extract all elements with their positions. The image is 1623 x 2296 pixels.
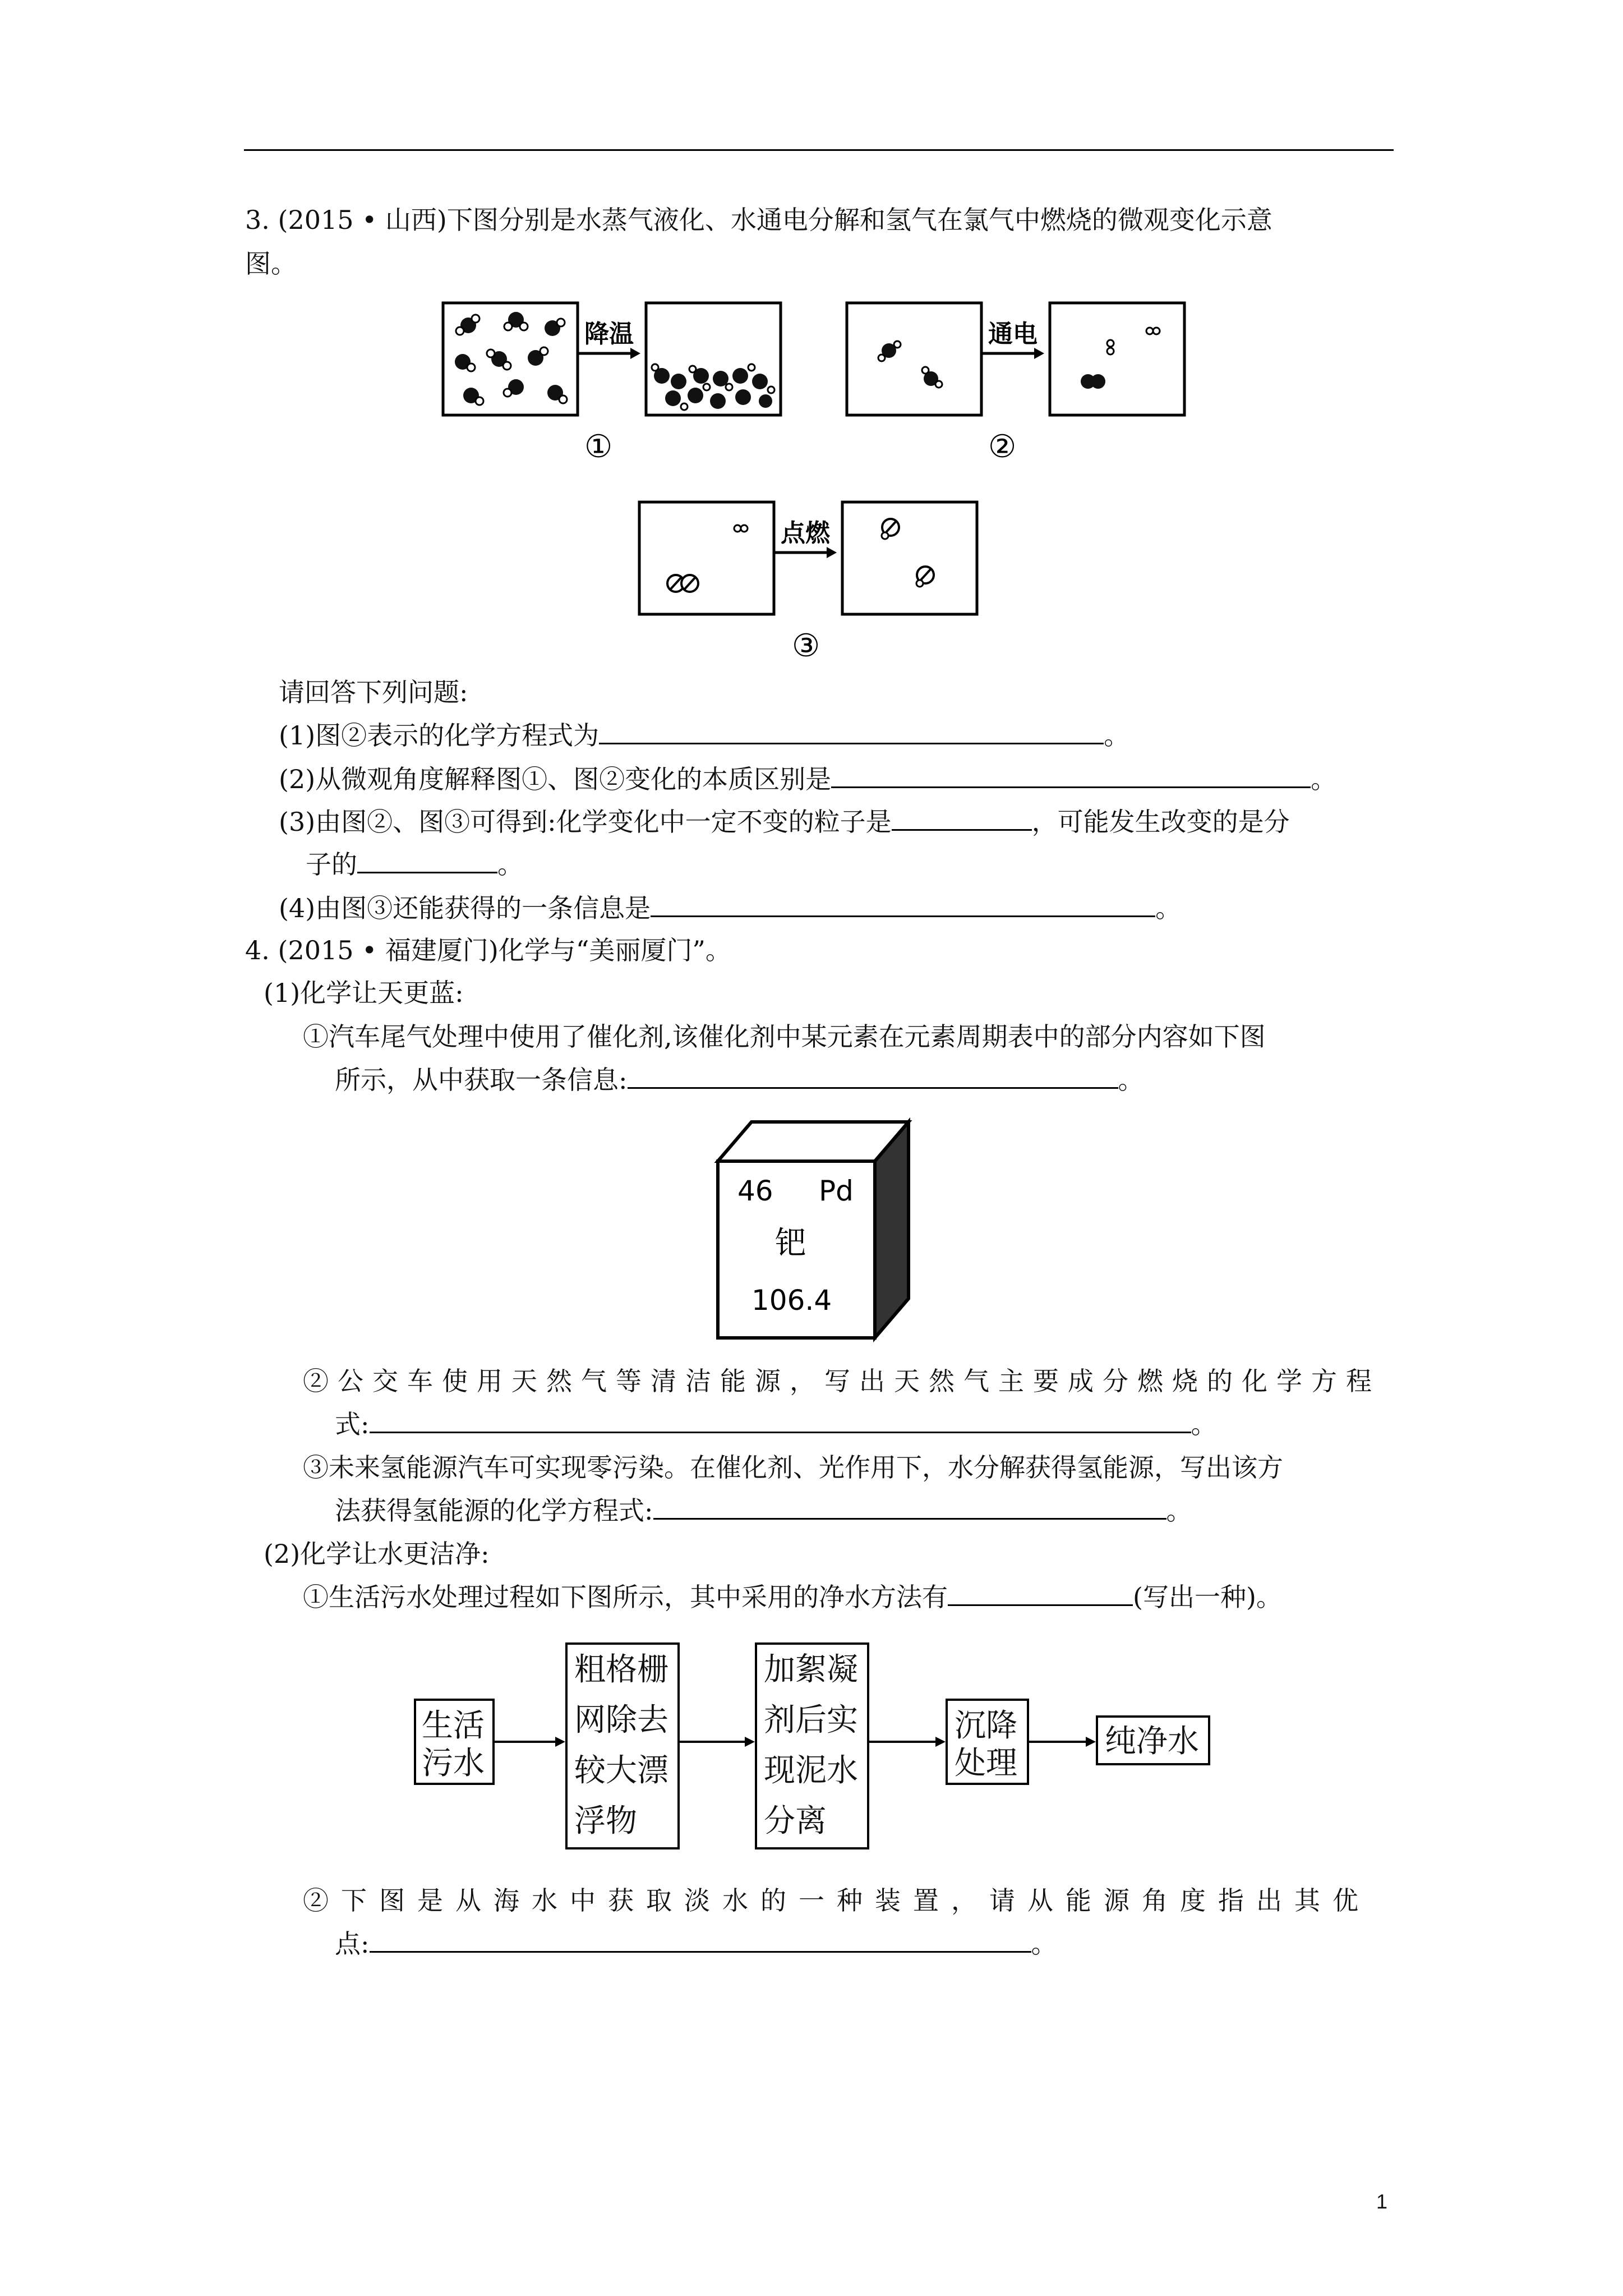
q4-stem: 4. (2015 • 福建厦门)化学与“美丽厦门”。 [245, 935, 731, 965]
q4-item3-period: 。 [1166, 1496, 1192, 1526]
q3-sub1 [279, 718, 1129, 752]
q3-sub2-text: (2)从微观角度解释图①、图②变化的本质区别是 [279, 764, 832, 794]
flow-box1-line2: 污水 [422, 1745, 485, 1782]
fig3-products [882, 519, 934, 587]
fig1-molecules-gas [455, 312, 567, 405]
fig1-caption: ① [584, 429, 613, 465]
fig2-box-before [847, 303, 981, 415]
q3-sub2 [279, 762, 1336, 796]
q3-sub2-period: 。 [1311, 764, 1337, 794]
q3-sub4 [279, 891, 1181, 925]
q4-item5-line2 [335, 1926, 1057, 1961]
page-number: 1 [1376, 2190, 1388, 2213]
q4-item3-blank[interactable] [653, 1493, 1166, 1520]
fig2-box-after [1050, 303, 1184, 415]
q4-item5-period: 。 [1031, 1929, 1057, 1959]
q3-sub4-blank[interactable] [651, 891, 1155, 917]
flow-box3-line1: 加絮凝 [764, 1651, 858, 1688]
fig2-caption: ② [988, 429, 1017, 465]
fig2-products [1081, 328, 1160, 389]
flow-box4-line2: 处理 [955, 1745, 1017, 1782]
q4-item1-text: 所示，从中获取一条信息: [335, 1065, 628, 1095]
flow-box4-line1: 沉降 [955, 1708, 1017, 1744]
fig2-water-molecules [878, 341, 942, 388]
q4-item2-text: 式: [335, 1409, 370, 1439]
q4-item3-line2 [335, 1493, 1192, 1527]
flow-box1-line1: 生活 [422, 1708, 485, 1744]
fig3-arrow-label: 点燃 [781, 519, 830, 547]
q4-item5-text: 点: [335, 1929, 370, 1959]
flow-box5-line1: 纯净水 [1105, 1723, 1199, 1760]
q4-part2-title: (2)化学让水更洁净: [264, 1539, 490, 1569]
q4-item1-period: 。 [1118, 1065, 1144, 1095]
water-treatment-flowchart [409, 1638, 1228, 1862]
fig3-caption: ③ [792, 628, 820, 664]
q3-sub3-blank2[interactable] [357, 847, 497, 873]
fig1-molecules-liquid [652, 364, 774, 410]
q4-item2-line2 [335, 1407, 1217, 1441]
fig2-arrow-label: 通电 [988, 320, 1038, 348]
q4-item4-text: ①生活污水处理过程如下图所示，其中采用的净水方法有 [303, 1582, 948, 1612]
figure-3-combustion [634, 496, 993, 670]
q4-item2-blank[interactable] [370, 1407, 1191, 1433]
q4-item1-line1: ①汽车尾气处理中使用了催化剂,该催化剂中某元素在元素周期表中的部分内容如下图 [303, 1022, 1266, 1052]
q4-item3-line1: ③未来氢能源汽车可实现零污染。在催化剂、光作用下，水分解获得氢能源，写出该方 [303, 1452, 1283, 1483]
q3-sub2-blank[interactable] [831, 762, 1311, 788]
figure-2-electrolysis [841, 297, 1234, 471]
flow-box2-line1: 粗格栅 [574, 1651, 668, 1688]
q3-sub3-text-c: 子的 [306, 849, 357, 880]
flow-box2-line4: 浮物 [574, 1803, 637, 1839]
q3-sub3-text-b: ，可能发生改变的是分 [1031, 807, 1290, 837]
q3-stem-line1: 3. (2015 • 山西)下图分别是水蒸气液化、水通电分解和氢气在氯气中燃烧的微观变化示意 [245, 205, 1272, 235]
q4-item5-blank[interactable] [370, 1926, 1031, 1953]
flow-box2-line2: 网除去 [574, 1702, 668, 1738]
q3-sub3-line1 [279, 804, 1290, 839]
cube-side-face [875, 1122, 909, 1338]
element-symbol: Pd [819, 1175, 854, 1207]
q4-item2-line1: ②公交车使用天然气等清洁能源，写出天然气主要成分燃烧的化学方程 [303, 1366, 1381, 1396]
q3-sub3-blank1[interactable] [892, 804, 1032, 831]
q4-part1-title: (1)化学让天更蓝: [264, 978, 464, 1008]
q4-item4 [303, 1580, 1282, 1614]
q4-item1-blank[interactable] [628, 1062, 1118, 1089]
palladium-element-card [712, 1116, 914, 1346]
header-rule [244, 149, 1394, 151]
q4-item4-blank[interactable] [948, 1580, 1133, 1606]
flow-box3-line3: 现泥水 [764, 1752, 858, 1789]
q3-sub1-period: 。 [1104, 720, 1130, 751]
q3-sub1-blank[interactable] [599, 718, 1104, 744]
q3-sub3-period: 。 [497, 849, 523, 880]
flow-box3-line4: 分离 [764, 1803, 827, 1839]
q3-prompt: 请回答下列问题: [279, 677, 468, 707]
q4-item1-line2 [335, 1062, 1144, 1097]
q4-item2-period: 。 [1191, 1409, 1217, 1439]
element-mass: 106.4 [751, 1284, 832, 1317]
q3-sub4-text: (4)由图③还能获得的一条信息是 [279, 893, 651, 923]
q3-sub4-period: 。 [1155, 893, 1182, 923]
q3-stem-line2: 图。 [245, 249, 297, 279]
element-name: 钯 [775, 1225, 806, 1262]
element-number: 46 [737, 1175, 773, 1207]
q4-item3-text: 法获得氢能源的化学方程式: [335, 1496, 653, 1526]
q3-sub3-text-a: (3)由图②、图③可得到:化学变化中一定不变的粒子是 [279, 807, 892, 837]
fig3-box-before [639, 502, 774, 614]
flow-box2-line3: 较大漂 [574, 1752, 668, 1789]
fig3-reactants [667, 525, 748, 592]
q3-sub1-text: (1)图②表示的化学方程式为 [279, 720, 600, 751]
flow-box3-line2: 剂后实 [764, 1702, 858, 1738]
q4-item5-line1: ②下图是从海水中获取淡水的一种装置，请从能源角度指出其优 [303, 1885, 1371, 1916]
fig1-arrow-label: 降温 [584, 320, 634, 348]
q4-item4-suffix: (写出一种)。 [1133, 1582, 1282, 1612]
fig3-box-after [842, 502, 977, 614]
q3-sub3-line2 [306, 847, 523, 881]
